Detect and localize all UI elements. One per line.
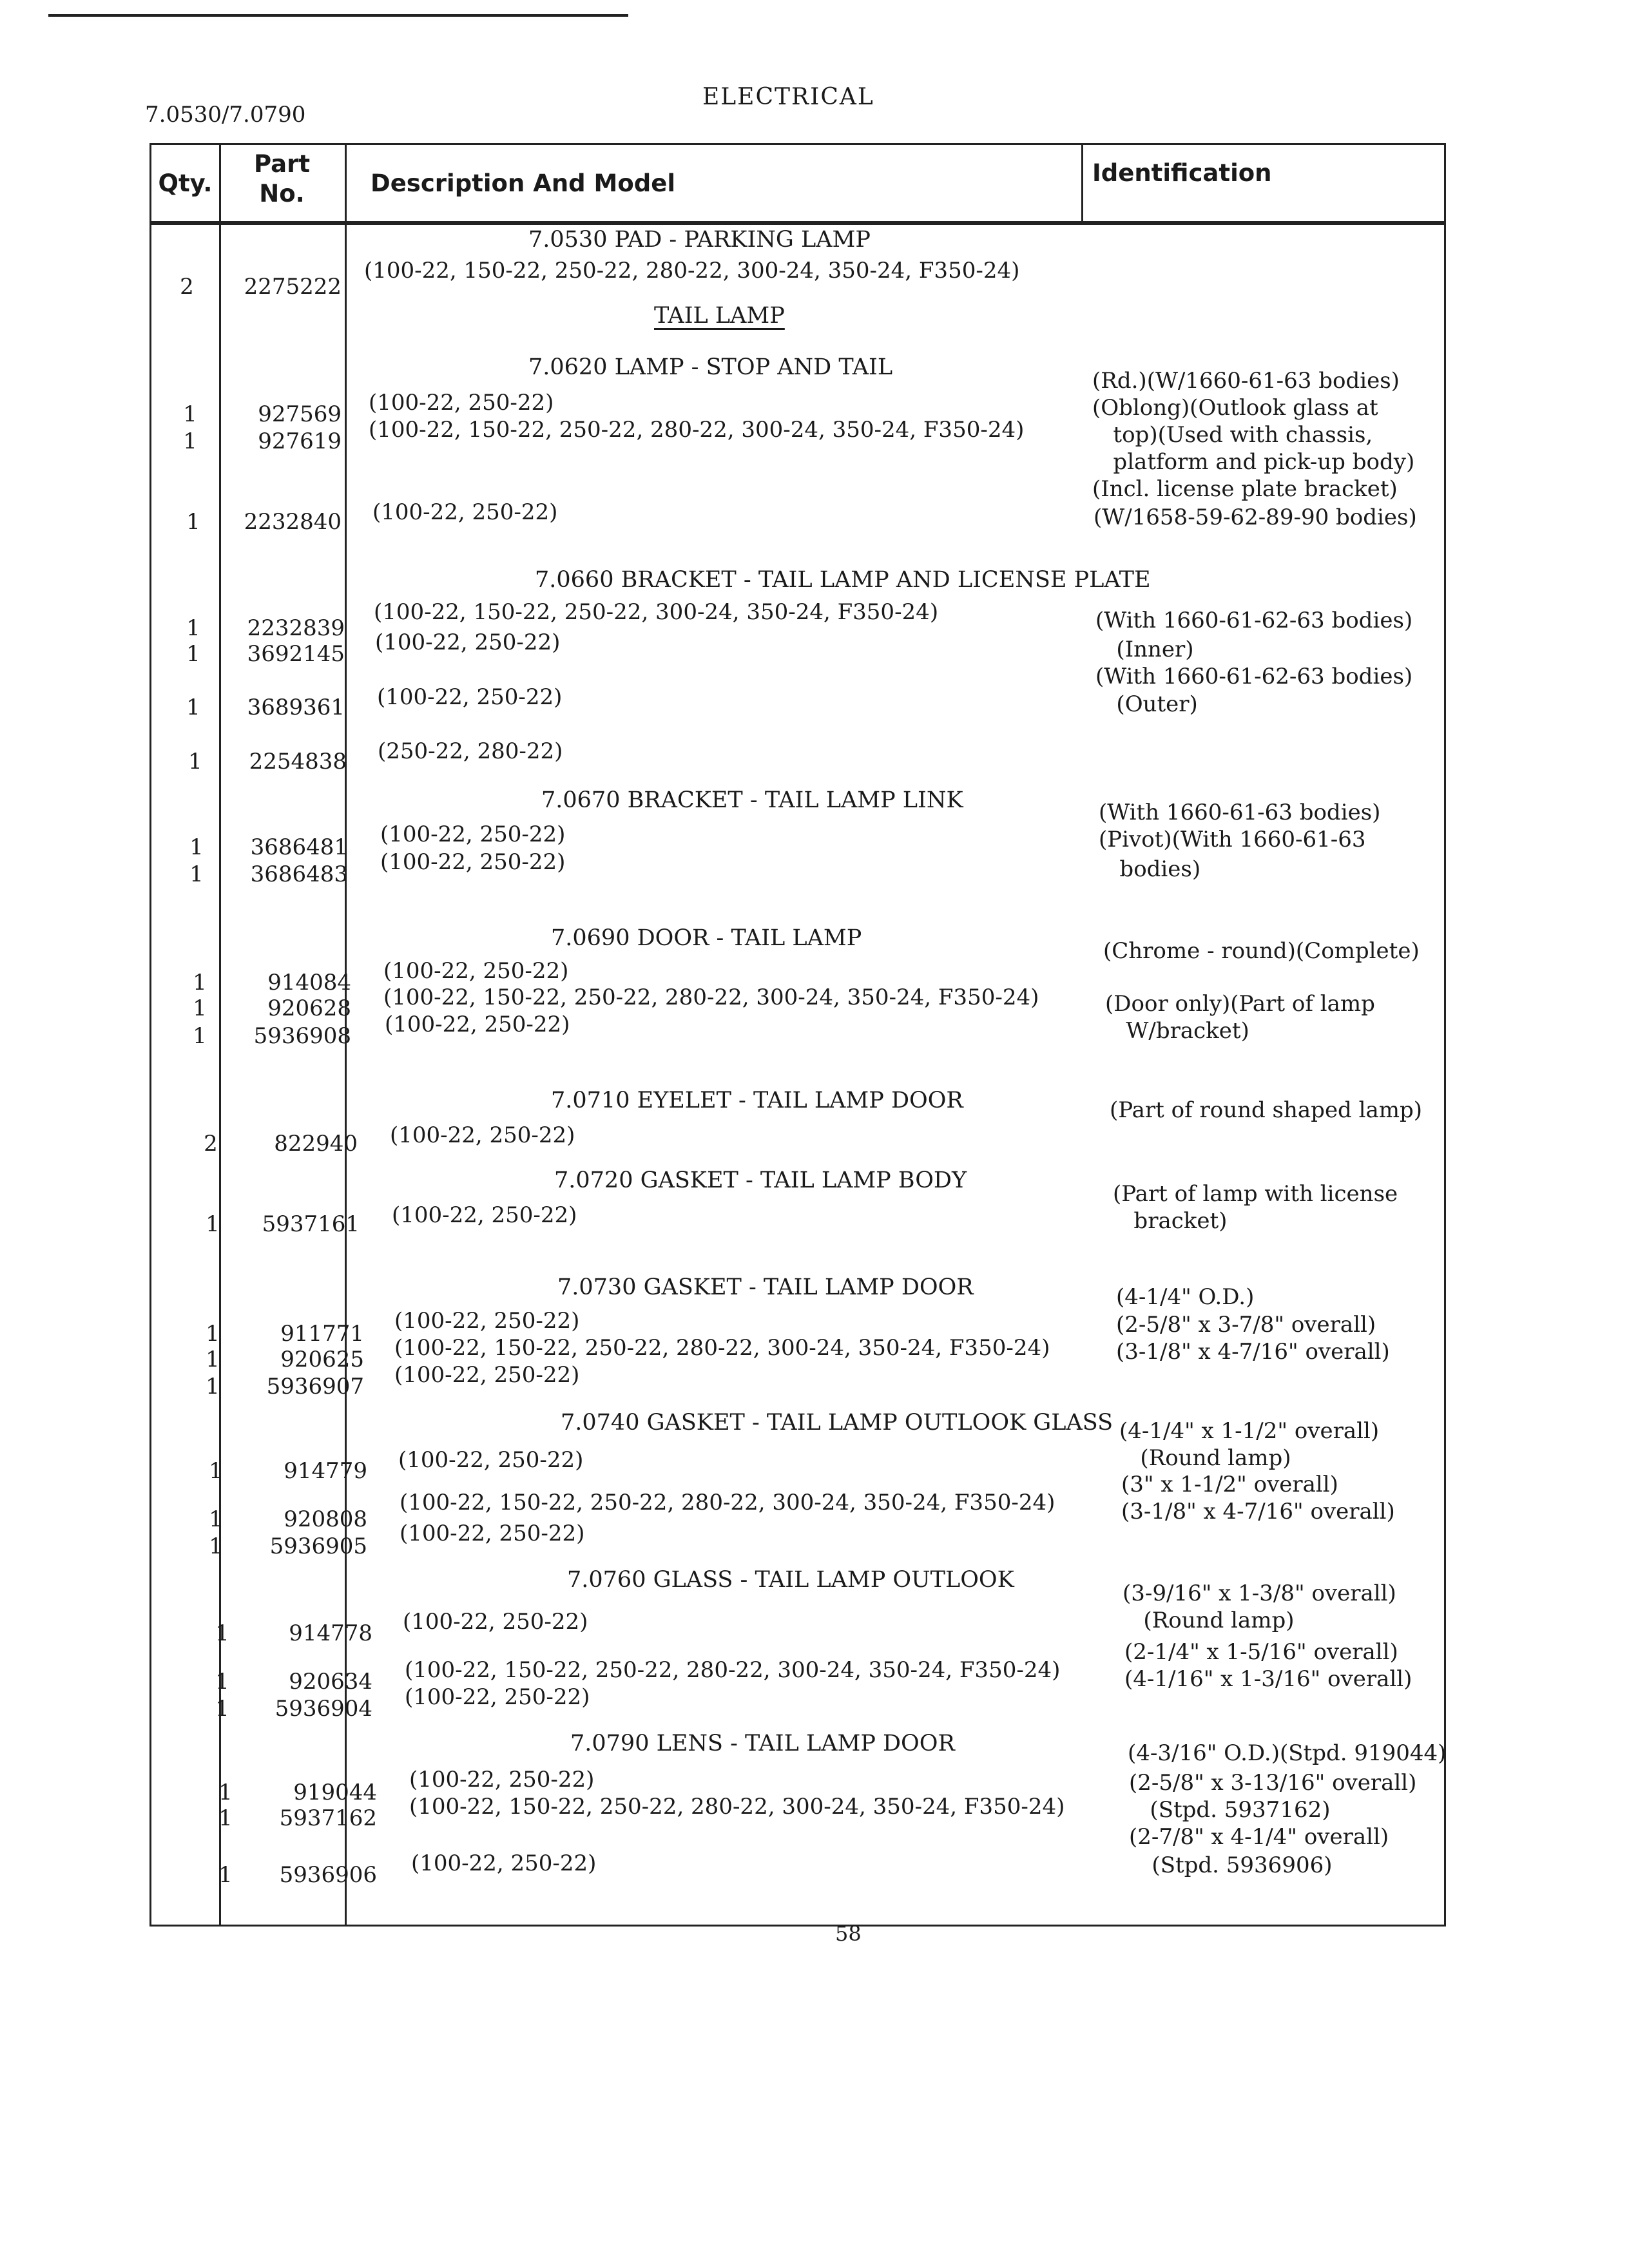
part-number-cell: 914779 — [284, 1458, 367, 1484]
description-cell: (100-22, 250-22) — [409, 1767, 595, 1792]
part-number-cell: 2232840 — [244, 509, 342, 535]
identification-cell: (Chrome - round)(Complete) — [1103, 938, 1420, 964]
identification-cell: (Rd.)(W/1660-61-63 bodies) — [1092, 368, 1400, 394]
qty-cell: 1 — [193, 1023, 207, 1049]
qty-cell: 1 — [218, 1780, 233, 1805]
description-cell: (100-22, 150-22, 250-22, 280-22, 300-24, 350-24, F350-24) — [383, 985, 1039, 1010]
part-column-header-line1: Part — [253, 150, 311, 178]
part-number-cell: 927619 — [258, 428, 342, 454]
section-heading-7-0660: 7.0660 BRACKET - TAIL LAMP AND LICENSE PLATE — [535, 567, 1151, 593]
page-number: 58 — [835, 1921, 862, 1946]
header-rule — [151, 221, 1444, 225]
description-cell: (100-22, 150-22, 250-22, 280-22, 300-24, 350-24, F350-24) — [405, 1657, 1061, 1683]
identification-cell: (Part of round shaped lamp) — [1110, 1097, 1423, 1123]
description-cell: (100-22, 150-22, 250-22, 280-22, 300-24, 350-24, F350-24) — [394, 1335, 1050, 1361]
qty-cell: 1 — [209, 1533, 223, 1559]
qty-cell: 1 — [218, 1805, 233, 1831]
description-cell: (100-22, 250-22) — [377, 684, 563, 710]
qty-cell: 1 — [193, 995, 207, 1021]
section-heading-7-0760: 7.0760 GLASS - TAIL LAMP OUTLOOK — [567, 1567, 1014, 1593]
part-number-cell: 5936905 — [269, 1533, 367, 1559]
qty-cell: 1 — [186, 695, 200, 720]
qty-cell: 1 — [186, 615, 200, 641]
description-cell: (100-22, 250-22) — [372, 499, 558, 525]
page-code: 7.0530/7.0790 — [145, 102, 306, 128]
description-cell: (100-22, 250-22) — [380, 849, 566, 875]
section-heading-7-0710: 7.0710 EYELET - TAIL LAMP DOOR — [551, 1088, 963, 1113]
qty-cell: 1 — [206, 1347, 220, 1372]
description-cell: (100-22, 250-22) — [390, 1122, 575, 1148]
description-cell: (100-22, 250-22) — [394, 1362, 580, 1388]
identification-cell: (Part of lamp with license bracket) — [1113, 1181, 1398, 1235]
section-heading-7-0690: 7.0690 DOOR - TAIL LAMP — [551, 925, 862, 951]
subsection-heading: TAIL LAMP — [654, 303, 785, 329]
qty-cell: 1 — [209, 1506, 223, 1532]
description-cell: (100-22, 250-22) — [403, 1609, 588, 1635]
description-cell: (100-22, 250-22) — [383, 958, 569, 984]
qty-cell: 1 — [183, 428, 197, 454]
qty-cell: 1 — [188, 749, 202, 774]
qty-cell: 1 — [183, 401, 197, 427]
description-cell: (100-22, 150-22, 250-22, 280-22, 300-24, 350-24, F350-24) — [400, 1490, 1055, 1515]
identification-cell: (Stpd. 5936906) — [1131, 1852, 1333, 1878]
part-number-cell: 914778 — [289, 1620, 372, 1646]
qty-cell: 2 — [180, 274, 194, 300]
part-number-cell: 920634 — [289, 1669, 372, 1695]
qty-cell: 1 — [189, 861, 204, 887]
identification-cell: (4-3/16" O.D.)(Stpd. 919044) — [1128, 1740, 1447, 1766]
identification-cell: (With 1660-61-62-63 bodies) — [1095, 608, 1413, 633]
part-number-cell: 5936906 — [279, 1862, 377, 1888]
part-number-cell: 2232839 — [247, 615, 345, 641]
identification-cell: (Oblong)(Outlook glass at top)(Used with chassis, platform and pick-up body) (Incl. license plate bracket) — [1092, 395, 1415, 503]
identification-cell: (4-1/4" x 1-1/2" overall) (Round lamp) — [1119, 1418, 1380, 1472]
part-number-cell: 920628 — [267, 995, 351, 1021]
description-cell: (100-22, 250-22) — [375, 629, 561, 655]
qty-cell: 1 — [186, 641, 200, 667]
identification-column-header: Identification — [1092, 159, 1272, 187]
identification-cell: bodies) — [1099, 856, 1201, 882]
description-cell: (100-22, 250-22) — [411, 1850, 597, 1876]
part-number-cell: 919044 — [293, 1780, 377, 1805]
part-number-cell: 2275222 — [244, 274, 342, 300]
description-cell: (100-22, 250-22) — [385, 1012, 570, 1037]
identification-cell: (3" x 1-1/2" overall) (3-1/8" x 4-7/16" overall) — [1121, 1472, 1395, 1525]
identification-cell: (3-9/16" x 1-3/8" overall) (Round lamp) — [1123, 1581, 1396, 1634]
qty-cell: 1 — [206, 1321, 220, 1347]
qty-cell: 1 — [206, 1374, 220, 1399]
qty-cell: 1 — [209, 1458, 223, 1484]
part-number-cell: 3692145 — [247, 641, 345, 667]
description-cell: (100-22, 150-22, 250-22, 300-24, 350-24, F350-24) — [374, 599, 939, 625]
part-number-cell: 5936908 — [253, 1023, 351, 1049]
identification-cell: (Door only)(Part of lamp W/bracket) — [1105, 991, 1375, 1044]
qty-column-header: Qty. — [158, 169, 213, 197]
part-number-cell: 5937162 — [279, 1805, 377, 1831]
identification-cell: (Inner) (With 1660-61-62-63 bodies) — [1095, 637, 1413, 690]
qty-cell: 1 — [215, 1620, 229, 1646]
qty-cell: 1 — [206, 1211, 220, 1237]
qty-cell: 1 — [215, 1669, 229, 1695]
top-rule — [48, 14, 628, 17]
section-title: ELECTRICAL — [702, 84, 874, 110]
identification-cell: (Outer) — [1095, 691, 1198, 717]
qty-cell: 1 — [186, 509, 200, 535]
part-number-cell: 5936904 — [275, 1696, 372, 1722]
section-heading-7-0720: 7.0720 GASKET - TAIL LAMP BODY — [554, 1168, 967, 1193]
section-heading-7-0790: 7.0790 LENS - TAIL LAMP DOOR — [570, 1731, 955, 1756]
description-cell: (100-22, 250-22) — [398, 1447, 584, 1473]
part-number-cell: 920625 — [280, 1347, 364, 1372]
qty-cell: 1 — [218, 1862, 233, 1888]
part-number-cell: 3689361 — [247, 695, 345, 720]
part-number-cell: 3686483 — [250, 861, 348, 887]
description-cell: (100-22, 150-22, 250-22, 280-22, 300-24, 350-24, F350-24) — [364, 258, 1020, 284]
qty-cell: 1 — [193, 970, 207, 995]
part-column-header-line2: No. — [259, 180, 305, 207]
qty-cell: 1 — [189, 834, 204, 860]
column-divider — [1081, 145, 1083, 225]
part-number-cell: 5937161 — [262, 1211, 360, 1237]
section-heading-7-0740: 7.0740 GASKET - TAIL LAMP OUTLOOK GLASS — [561, 1410, 1113, 1436]
description-column-header: Description And Model — [371, 169, 676, 197]
section-heading-7-0620: 7.0620 LAMP - STOP AND TAIL — [528, 354, 893, 380]
description-cell: (100-22, 250-22) — [392, 1202, 577, 1228]
identification-cell: (4-1/4" O.D.) — [1116, 1284, 1255, 1310]
part-number-cell: 3686481 — [250, 834, 348, 860]
qty-cell: 1 — [215, 1696, 229, 1722]
description-cell: (100-22, 250-22) — [394, 1308, 580, 1334]
part-number-cell: 822940 — [274, 1131, 358, 1157]
identification-cell: (2-1/4" x 1-5/16" overall) (4-1/16" x 1-3/16" overall) — [1124, 1639, 1412, 1693]
description-cell: (100-22, 250-22) — [405, 1684, 590, 1710]
identification-cell: (2-5/8" x 3-7/8" overall) (3-1/8" x 4-7/16" overall) — [1116, 1312, 1390, 1365]
identification-cell: (2-5/8" x 3-13/16" overall) (Stpd. 5937162) (2-7/8" x 4-1/4" overall) — [1129, 1770, 1417, 1850]
qty-cell: 2 — [204, 1131, 218, 1157]
part-number-cell: 927569 — [258, 401, 342, 427]
description-cell: (100-22, 150-22, 250-22, 280-22, 300-24, 350-24, F350-24) — [369, 417, 1025, 443]
description-cell: (100-22, 250-22) — [380, 822, 566, 847]
description-cell: (100-22, 150-22, 250-22, 280-22, 300-24, 350-24, F350-24) — [409, 1794, 1065, 1820]
part-number-cell: 920808 — [284, 1506, 367, 1532]
identification-cell: (With 1660-61-63 bodies) (Pivot)(With 1660-61-63 — [1099, 800, 1381, 853]
section-heading-7-0670: 7.0670 BRACKET - TAIL LAMP LINK — [541, 787, 963, 813]
part-number-cell: 5936907 — [266, 1374, 364, 1399]
section-heading-7-0730: 7.0730 GASKET - TAIL LAMP DOOR — [557, 1274, 974, 1300]
part-number-cell: 911771 — [280, 1321, 364, 1347]
part-number-cell: 914084 — [267, 970, 351, 995]
part-number-cell: 2254838 — [249, 749, 347, 774]
description-cell: (100-22, 250-22) — [400, 1521, 585, 1546]
identification-cell: (W/1658-59-62-89-90 bodies) — [1094, 505, 1417, 530]
section-heading-7-0530: 7.0530 PAD - PARKING LAMP — [528, 227, 871, 253]
description-cell: (100-22, 250-22) — [369, 390, 554, 416]
description-cell: (250-22, 280-22) — [378, 738, 563, 764]
